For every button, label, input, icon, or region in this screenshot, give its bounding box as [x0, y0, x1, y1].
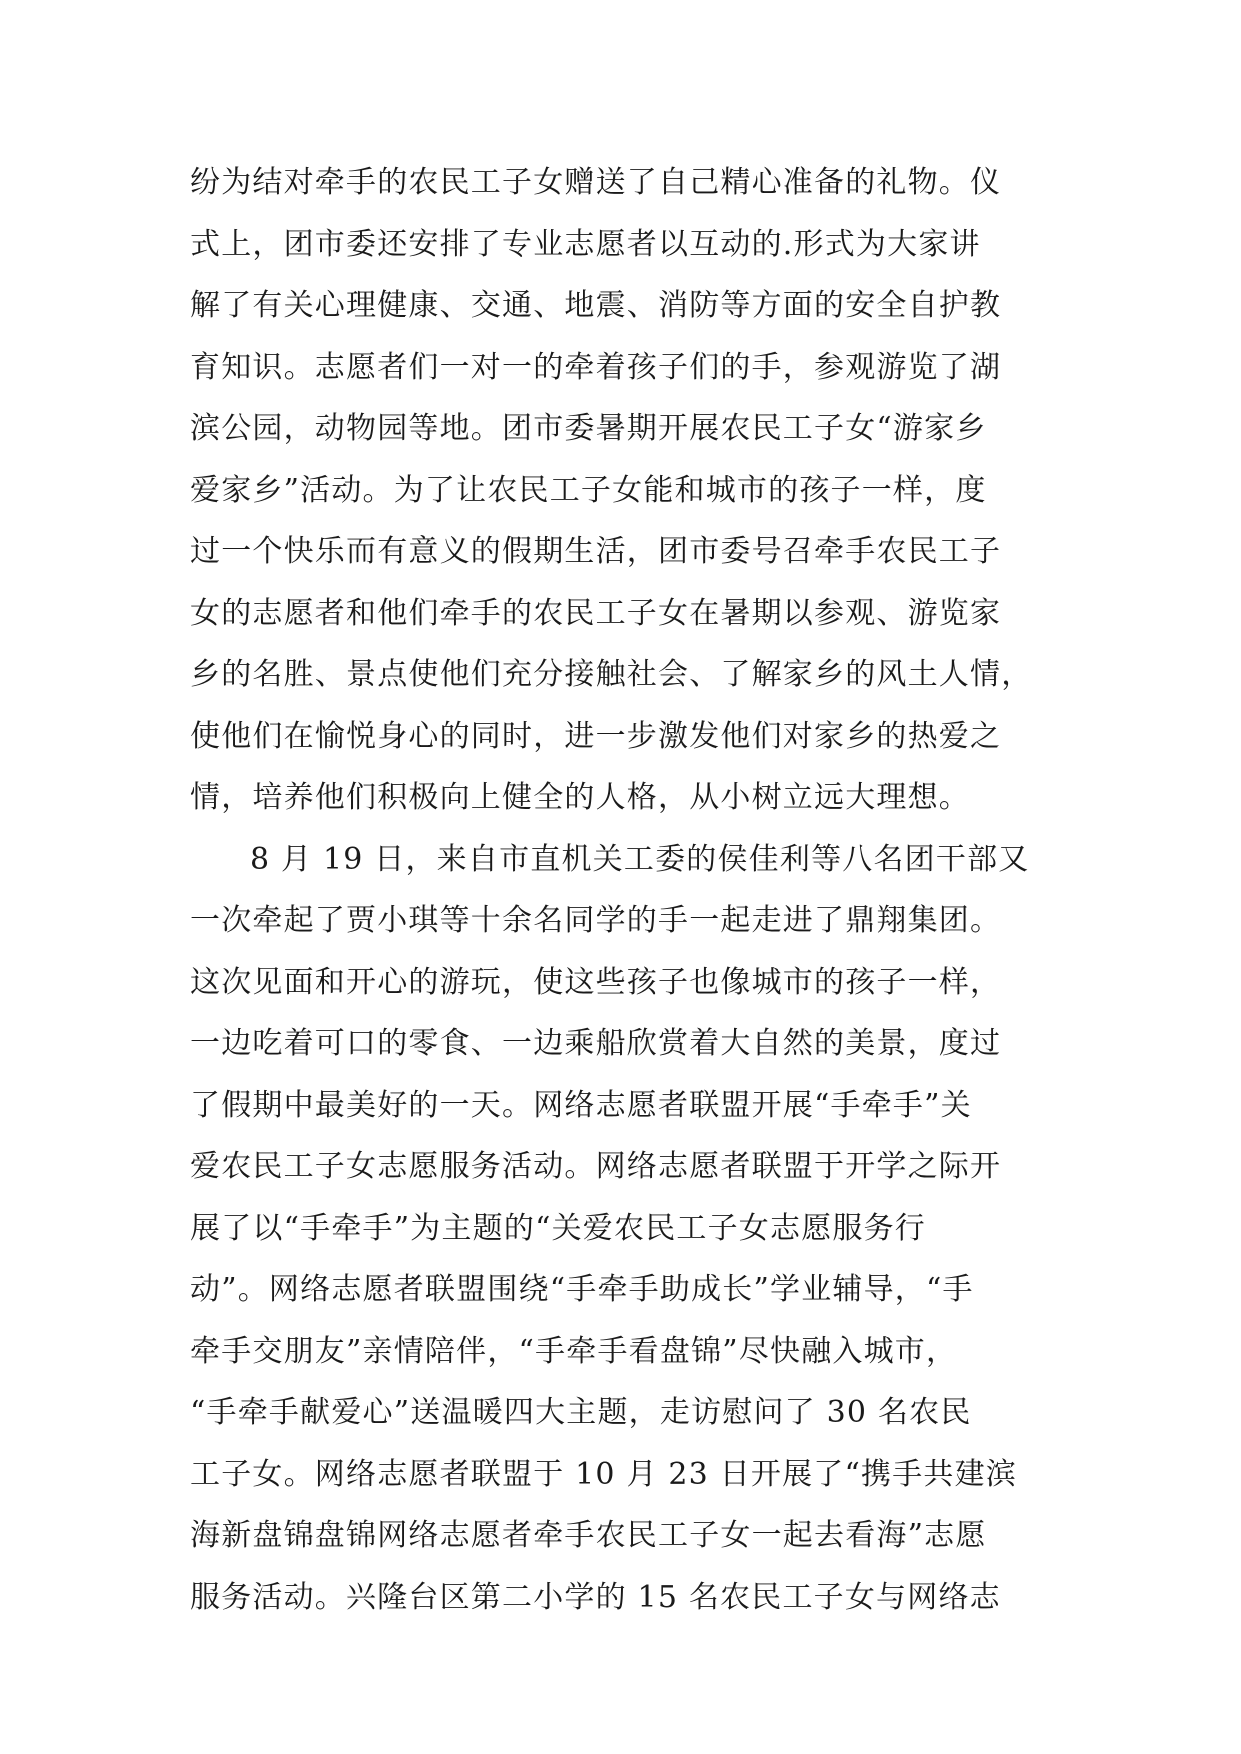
text-line: 海新盘锦盘锦网络志愿者牵手农民工子女一起去看海”志愿 — [190, 1518, 987, 1553]
text-line: 过一个快乐而有意义的假期生活，团市委号召牵手农民工子 — [190, 534, 1002, 569]
text-line: 使他们在愉悦身心的同时，进一步激发他们对家乡的热爱之 — [190, 718, 1002, 754]
text-line: 爱家乡”活动。为了让农民工子女能和城市的孩子一样，度 — [190, 472, 987, 508]
body-text — [190, 152, 1050, 1628]
text-line: 这次见面和开心的游玩，使这些孩子也像城市的孩子一样， — [190, 964, 1002, 1000]
text-line: 式上，团市委还安排了专业志愿者以互动的.形式为大家讲 — [190, 226, 981, 262]
text-line: 动”。网络志愿者联盟围绕“手牵手助成长”学业辅导，“手 — [190, 1272, 974, 1307]
text-line: 牵手交朋友”亲情陪伴，“手牵手看盘锦”尽快融入城市， — [190, 1333, 958, 1369]
text-line: 一边吃着可口的零食、一边乘船欣赏着大自然的美景，度过 — [190, 1026, 1002, 1061]
text-line: 爱农民工子女志愿服务活动。网络志愿者联盟于开学之际开 — [190, 1149, 1002, 1184]
text-line: 情，培养他们积极向上健全的人格，从小树立远大理想。 — [190, 780, 970, 815]
text-line: 解了有关心理健康、交通、地震、消防等方面的安全自护教 — [190, 288, 1002, 323]
text-line: 乡的名胜、景点使他们充分接触社会、了解家乡的风土人情， — [190, 657, 1033, 692]
text-line: 育知识。志愿者们一对一的牵着孩子们的手，参观游览了湖 — [190, 349, 1002, 385]
text-line: 工子女。网络志愿者联盟于 10 月 23 日开展了“携手共建滨 — [190, 1456, 1018, 1492]
text-line: 了假期中最美好的一天。网络志愿者联盟开展“手牵手”关 — [190, 1087, 972, 1123]
text-line: “手牵手献爱心”送温暖四大主题，走访慰问了 30 名农民 — [190, 1395, 972, 1430]
paragraph-start-line: 8 月 19 日，来自市直机关工委的侯佳利等八名团干部又 — [250, 841, 1030, 877]
text-line: 女的志愿者和他们牵手的农民工子女在暑期以参观、游览家 — [190, 595, 1002, 631]
text-line: 一次牵起了贾小琪等十余名同学的手一起走进了鼎翔集团。 — [190, 903, 1002, 938]
text-line: 展了以“手牵手”为主题的“关爱农民工子女志愿服务行 — [190, 1210, 927, 1246]
text-line: 服务活动。兴隆台区第二小学的 15 名农民工子女与网络志 — [190, 1579, 1001, 1615]
text-line: 滨公园，动物园等地。团市委暑期开展农民工子女“游家乡 — [190, 411, 987, 446]
text-line: 纷为结对牵手的农民工子女赠送了自己精心准备的礼物。仪 — [190, 165, 1002, 200]
